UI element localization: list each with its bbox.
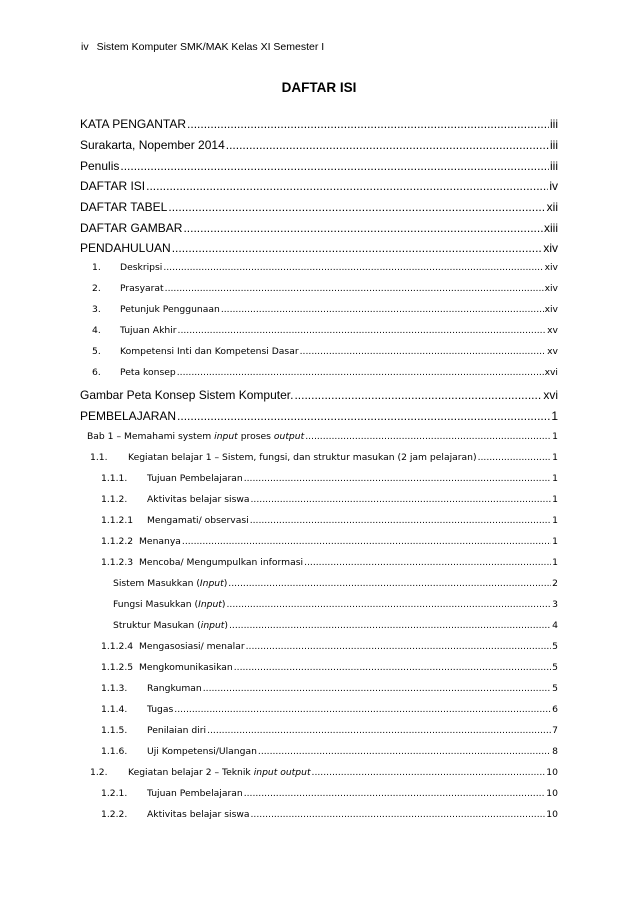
- page-ref: 7: [552, 725, 558, 736]
- toc-entry-kegiatan-1[interactable]: 1.1. Kegiatan belajar 1 – Sistem, fungsi, dan struktur masukan (2 jam pelajaran) ..... 1: [90, 452, 558, 463]
- page-ref: 10: [546, 788, 558, 799]
- page-ref: 4: [552, 620, 558, 631]
- page-ref: 1: [552, 494, 558, 505]
- page-ref: 1: [552, 431, 558, 442]
- page-ref: 5: [552, 683, 558, 694]
- page-ref: 1: [551, 409, 558, 423]
- toc-entry-1-2-2[interactable]: 1.2.2. Aktivitas belajar siswa ..... 10: [101, 809, 558, 820]
- page-ref: 10: [546, 809, 558, 820]
- page-ref: xiv: [544, 262, 558, 273]
- page-ref: iii: [550, 117, 558, 131]
- page-ref: iii: [550, 138, 558, 152]
- page-ref: 1: [552, 557, 558, 568]
- toc-entry-kompetensi[interactable]: 5. Kompetensi Inti dan Kompetensi Dasar ..... xv: [92, 346, 558, 357]
- page-ref: 1: [552, 536, 558, 547]
- toc-entry-gambar-peta-konsep[interactable]: Gambar Peta Konsep Sistem Komputer. ..... xvi: [80, 388, 558, 402]
- toc-entry-bab-1[interactable]: Bab 1 – Memahami system input proses output ..... 1: [87, 431, 558, 442]
- header-book-title: Sistem Komputer SMK/MAK Kelas XI Semester I: [96, 41, 325, 53]
- page-ref: 10: [546, 767, 558, 778]
- toc-entry-penulis[interactable]: Penulis ..... iii: [80, 159, 558, 173]
- toc-entry-1-1-2-3[interactable]: 1.1.2.3 Mencoba/ Mengumpulkan informasi ..... 1: [101, 557, 558, 568]
- page-ref: xvi: [543, 388, 558, 402]
- toc-entry-fungsi-masukkan[interactable]: Fungsi Masukkan (Input) ..... 3: [113, 599, 558, 610]
- toc-entry-1-1-6[interactable]: 1.1.6. Uji Kompetensi/Ulangan ..... 8: [101, 746, 558, 757]
- page-ref: xvi: [544, 367, 558, 378]
- toc-entry-petunjuk[interactable]: 3. Petunjuk Penggunaan ..... xiv: [92, 304, 558, 315]
- toc-entry-1-1-2-5[interactable]: 1.1.2.5 Mengkomunikasikan ..... 5: [101, 662, 558, 673]
- toc-entry-1-1-2-2[interactable]: 1.1.2.2 Menanya ..... 1: [101, 536, 558, 547]
- page-ref: iv: [549, 179, 558, 193]
- page-ref: 5: [552, 641, 558, 652]
- page-ref: 1: [552, 515, 558, 526]
- page-ref: xii: [546, 200, 558, 214]
- toc-entry-pembelajaran[interactable]: PEMBELAJARAN ..... 1: [80, 409, 558, 423]
- toc-entry-1-1-2-4[interactable]: 1.1.2.4 Mengasosiasi/ menalar ..... 5: [101, 641, 558, 652]
- page-ref: 5: [552, 662, 558, 673]
- page-ref: 1: [552, 452, 558, 463]
- page-ref: 6: [552, 704, 558, 715]
- toc-entry-1-1-2[interactable]: 1.1.2. Aktivitas belajar siswa ..... 1: [101, 494, 558, 505]
- toc-entry-daftar-isi[interactable]: DAFTAR ISI ..... iv: [80, 179, 558, 193]
- page-ref: xv: [547, 346, 558, 357]
- page-ref: iii: [550, 159, 558, 173]
- toc-entry-prasyarat[interactable]: 2. Prasyarat ..... xiv: [92, 283, 558, 294]
- page-ref: 3: [552, 599, 558, 610]
- toc-entry-pendahuluan[interactable]: PENDAHULUAN ..... xiv: [80, 241, 558, 255]
- toc-entry-1-1-1[interactable]: 1.1.1. Tujuan Pembelajaran ..... 1: [101, 473, 558, 484]
- toc-entry-1-1-5[interactable]: 1.1.5. Penilaian diri ..... 7: [101, 725, 558, 736]
- page-ref: xiv: [543, 241, 558, 255]
- toc-entry-sistem-masukkan[interactable]: Sistem Masukkan (Input) ..... 2: [113, 578, 558, 589]
- toc-entry-peta-konsep[interactable]: 6. Peta konsep ..... xvi: [92, 367, 558, 378]
- page-ref: 1: [552, 473, 558, 484]
- page-ref: xiv: [544, 304, 558, 315]
- page-ref: 2: [552, 578, 558, 589]
- toc-entry-kata-pengantar[interactable]: KATA PENGANTAR ..... iii: [80, 117, 558, 131]
- toc-entry-1-1-4[interactable]: 1.1.4. Tugas ..... 6: [101, 704, 558, 715]
- page-ref: xiii: [544, 221, 558, 235]
- toc-entry-surakarta[interactable]: Surakarta, Nopember 2014 ..... iii: [80, 138, 558, 152]
- page-title: DAFTAR ISI: [281, 80, 357, 95]
- header-page-number: iv: [81, 41, 89, 53]
- toc-entry-struktur-masukan[interactable]: Struktur Masukan (input) ..... 4: [113, 620, 558, 631]
- page-ref: xv: [547, 325, 558, 336]
- toc-entry-daftar-tabel[interactable]: DAFTAR TABEL ..... xii: [80, 200, 558, 214]
- page-ref: 8: [552, 746, 558, 757]
- page-ref: xiv: [544, 283, 558, 294]
- toc-entry-tujuan-akhir[interactable]: 4. Tujuan Akhir ..... xv: [92, 325, 558, 336]
- toc-entry-daftar-gambar[interactable]: DAFTAR GAMBAR ..... xiii: [80, 221, 558, 235]
- toc-entry-deskripsi[interactable]: 1. Deskripsi ..... xiv: [92, 262, 558, 273]
- toc-entry-1-2-1[interactable]: 1.2.1. Tujuan Pembelajaran ..... 10: [101, 788, 558, 799]
- toc-entry-1-1-2-1[interactable]: 1.1.2.1 Mengamati/ observasi ..... 1: [101, 515, 558, 526]
- toc-entry-kegiatan-2[interactable]: 1.2. Kegiatan belajar 2 – Teknik input output ..... 10: [90, 767, 558, 778]
- toc-entry-1-1-3[interactable]: 1.1.3. Rangkuman ..... 5: [101, 683, 558, 694]
